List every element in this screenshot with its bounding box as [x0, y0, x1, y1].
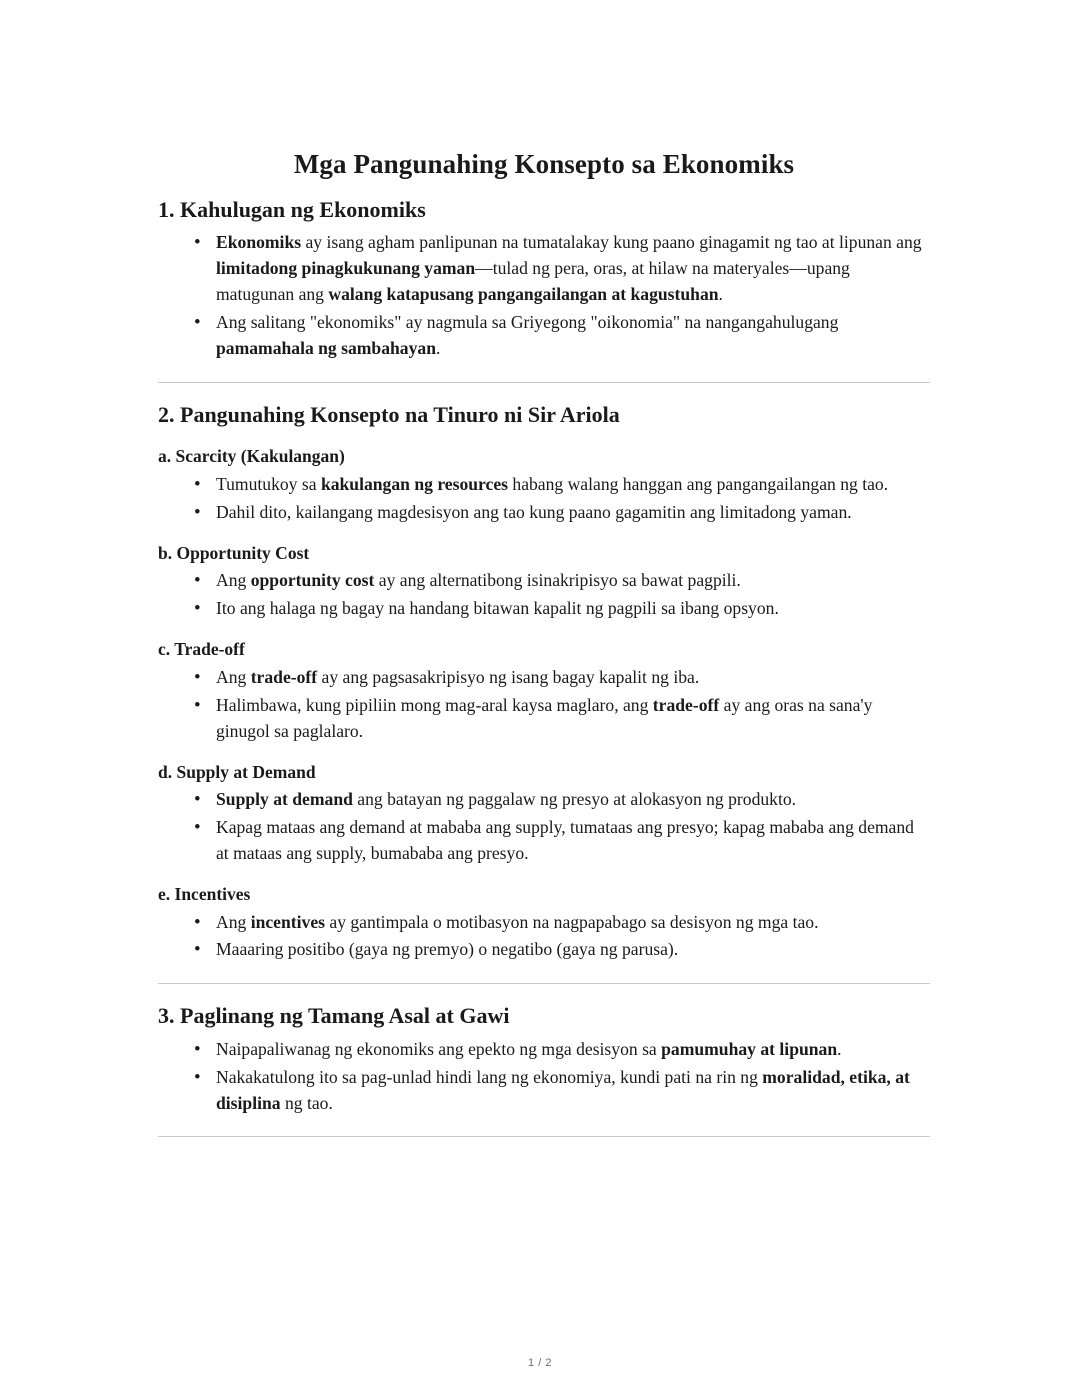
- page-number: 1 / 2: [528, 1357, 552, 1369]
- subsection-heading-2d: d. Supply at Demand: [158, 761, 316, 782]
- subsection-heading-2e: e. Incentives: [158, 883, 251, 904]
- bullet-text-2d-2: Kapag mataas ang demand at mababa ang supply, tumataas ang presyo; kapag mababa ang demand at mataas ang supply, bumababa ang presyo.: [216, 817, 914, 863]
- bullet-list-section-2b: [158, 568, 930, 622]
- list-item: [188, 596, 930, 622]
- bullet-text-1-1: Ekonomiks ay isang agham panlipunan na tumatalakay kung paano ginagamit ng tao at lipunan ang limitadong pinagkukunang yaman—tulad ng pera, oras, at hilaw na materyales—upang matugunan ang walang katapusang pangangailangan at kagustuhan.: [216, 232, 922, 305]
- section-divider-2: [158, 983, 930, 984]
- bullet-list-section-2e: [158, 910, 930, 964]
- list-item: [188, 500, 930, 526]
- list-item: [188, 568, 930, 594]
- bullet-text-1-2: Ang salitang "ekonomiks" ay nagmula sa Griyegong "oikonomia" na nangangahulugang pamamahala ng sambahayan.: [216, 311, 839, 358]
- bullet-list-section-3: [158, 1037, 930, 1117]
- subsection-heading-2c: c. Trade-off: [158, 639, 245, 660]
- section-heading-3: 3. Paglinang ng Tamang Asal at Gawi: [158, 1003, 510, 1029]
- bullet-text-3-1: Naipapaliwanag ng ekonomiks ang epekto ng mga desisyon sa pamumuhay at lipunan.: [216, 1038, 842, 1059]
- list-item: [188, 937, 930, 963]
- bullet-text-2b-1: Ang opportunity cost ay ang alternatibong isinakripisyo sa bawat pagpili.: [216, 570, 741, 591]
- list-item: [188, 910, 930, 936]
- section-heading-1: 1. Kahulugan ng Ekonomiks: [158, 196, 426, 222]
- bullet-text-2c-1: Ang trade-off ay ang pagsasakripisyo ng isang bagay kapalit ng iba.: [216, 666, 700, 687]
- list-item: [188, 310, 930, 362]
- bullet-list-section-2d: [158, 787, 930, 867]
- bullet-list-section-2a: [158, 472, 930, 526]
- list-item: [188, 1037, 930, 1063]
- bullet-list-section-1: [158, 230, 930, 361]
- bullet-text-2b-2: Ito ang halaga ng bagay na handang bitawan kapalit ng pagpili sa ibang opsyon.: [216, 598, 779, 619]
- list-item: [188, 1065, 930, 1117]
- bullet-text-2e-1: Ang incentives ay gantimpala o motibasyon na nagpapabago sa desisyon ng mga tao.: [216, 911, 819, 932]
- bullet-text-2a-2: Dahil dito, kailangang magdesisyon ang tao kung paano gagamitin ang limitadong yaman.: [216, 501, 852, 522]
- bullet-text-2c-2: Halimbawa, kung pipiliin mong mag-aral kaysa maglaro, ang trade-off ay ang oras na sana'y ginugol sa paglalaro.: [216, 694, 873, 741]
- list-item: [188, 693, 930, 745]
- list-item: [188, 665, 930, 691]
- subsection-heading-2a: a. Scarcity (Kakulangan): [158, 446, 345, 467]
- page-title: Mga Pangunahing Konsepto sa Ekonomiks: [293, 149, 795, 179]
- subsection-heading-2b: b. Opportunity Cost: [158, 542, 310, 563]
- section-divider-1: [158, 382, 930, 383]
- list-item: [188, 472, 930, 498]
- bullet-text-2d-1: Supply at demand ang batayan ng paggalaw ng presyo at alokasyon ng produkto.: [216, 789, 797, 810]
- section-divider-3: [158, 1136, 930, 1137]
- list-item: [188, 230, 930, 308]
- bullet-list-section-2c: [158, 665, 930, 745]
- list-item: [188, 815, 930, 867]
- bullet-text-3-2: Nakakatulong ito sa pag-unlad hindi lang ng ekonomiya, kundi pati na rin ng moralidad, etika, at disiplina ng tao.: [216, 1066, 910, 1113]
- bullet-text-2a-1: Tumutukoy sa kakulangan ng resources habang walang hanggan ang pangangailangan ng tao.: [216, 473, 889, 494]
- bullet-text-2e-2: Maaaring positibo (gaya ng premyo) o negatibo (gaya ng parusa).: [216, 939, 679, 960]
- section-heading-2: 2. Pangunahing Konsepto na Tinuro ni Sir Ariola: [158, 401, 620, 427]
- list-item: [188, 787, 930, 813]
